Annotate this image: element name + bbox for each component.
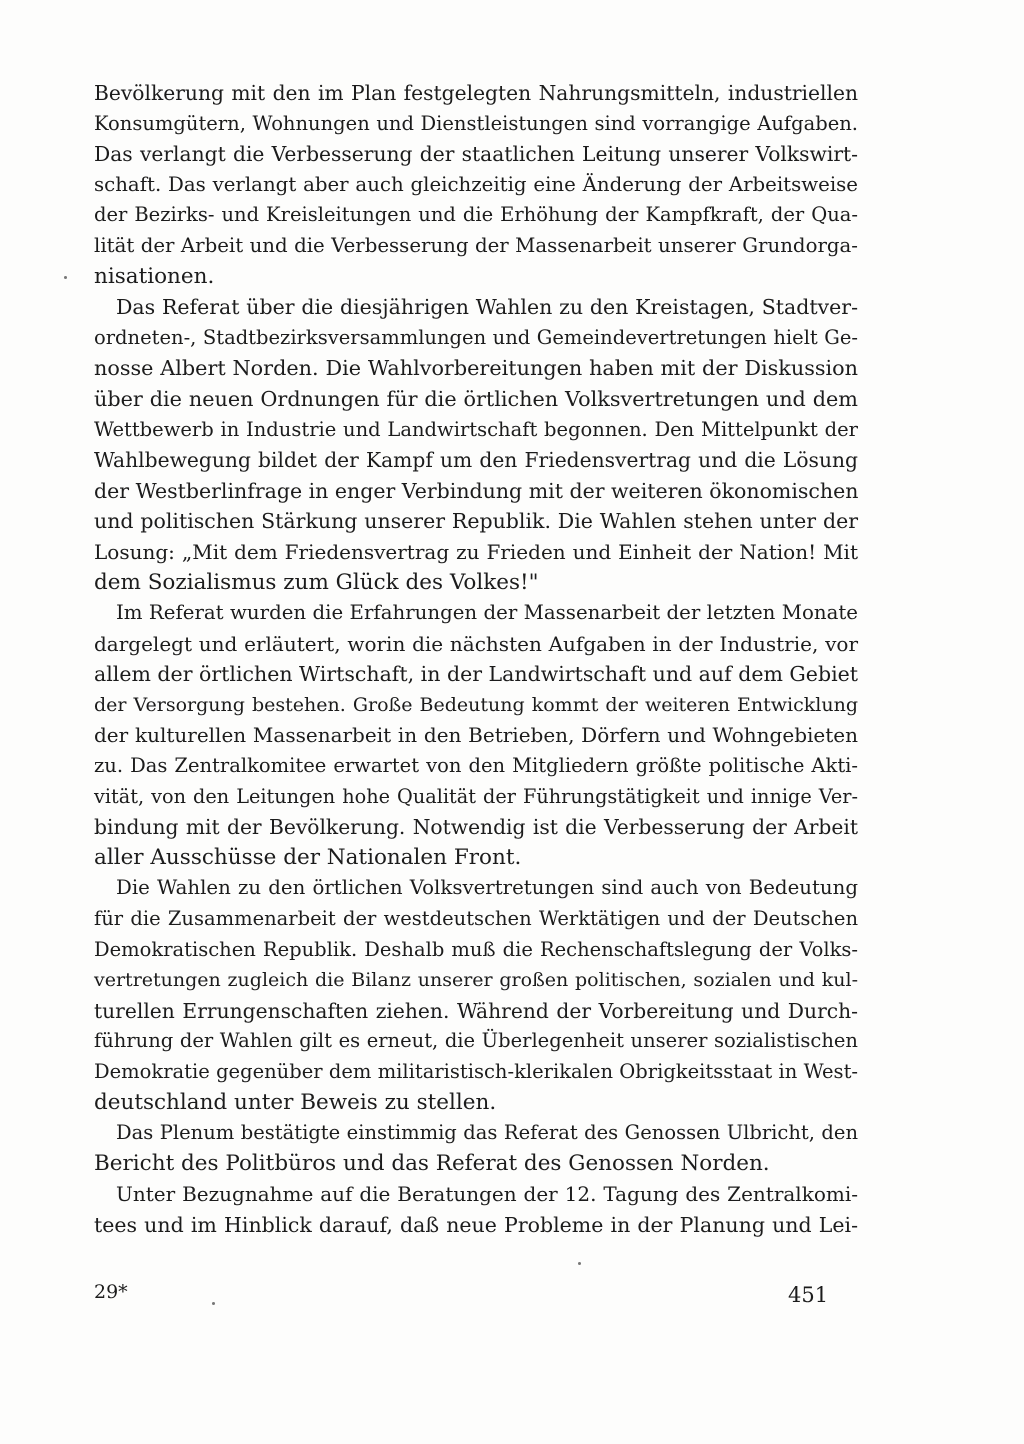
- text-line: nosse Albert Norden. Die Wahlvorbereitungen haben mit der Diskussion: [94, 356, 858, 381]
- text-line: Im Referat wurden die Erfahrungen der Massenarbeit der letzten Monate: [116, 601, 858, 625]
- text-line: schaft. Das verlangt aber auch gleichzeitig eine Änderung der Arbeitsweise: [94, 172, 858, 196]
- text-line: über die neuen Ordnungen für die örtlichen Volksvertretungen und dem: [94, 386, 858, 411]
- text-line: allem der örtlichen Wirtschaft, in der Landwirtschaft und auf dem Gebiet: [94, 662, 858, 687]
- body-text: [94, 78, 858, 1241]
- text-line: tees und im Hinblick darauf, daß neue Probleme in der Planung und Lei-: [94, 1212, 858, 1237]
- text-line: Bericht des Politbüros und das Referat des Genossen Norden.: [94, 1150, 770, 1176]
- scan-speck: [64, 276, 67, 279]
- text-line: der Bezirks- und Kreisleitungen und die Erhöhung der Kampfkraft, der Qua-: [94, 203, 858, 227]
- page-number: 451: [788, 1283, 829, 1307]
- text-line: aller Ausschüsse der Nationalen Front.: [94, 844, 522, 870]
- text-line: führung der Wahlen gilt es erneut, die Überlegenheit unserer sozialistischen: [94, 1029, 858, 1053]
- scan-speck: [578, 1262, 581, 1265]
- text-line: turellen Errungenschaften ziehen. Während der Vorbereitung und Durch-: [94, 998, 858, 1023]
- text-line: Demokratischen Republik. Deshalb muß die Rechenschaftslegung der Volks-: [94, 937, 858, 961]
- signature-mark: 29*: [94, 1281, 128, 1303]
- text-line: Bevölkerung mit den im Plan festgelegten Nahrungsmitteln, industriellen: [94, 81, 858, 105]
- text-line: Das Referat über die diesjährigen Wahlen zu den Kreistagen, Stadtver-: [116, 295, 858, 320]
- text-line: ordneten-, Stadtbezirksversammlungen und Gemeindevertretungen hielt Ge-: [94, 325, 858, 349]
- text-line: Wettbewerb in Industrie und Landwirtschaft begonnen. Den Mittelpunkt der: [94, 417, 858, 441]
- text-line: Die Wahlen zu den örtlichen Volksvertretungen sind auch von Bedeutung: [116, 876, 858, 900]
- text-line: der Westberlinfrage in enger Verbindung mit der weiteren ökonomischen: [94, 478, 859, 503]
- text-line: Das verlangt die Verbesserung der staatlichen Leitung unserer Volkswirt-: [94, 142, 858, 167]
- text-line: dargelegt und erläutert, worin die nächsten Aufgaben in der Industrie, vor: [94, 631, 858, 656]
- text-line: der Versorgung bestehen. Große Bedeutung kommt der weiteren Entwicklung: [94, 693, 858, 716]
- text-line: und politischen Stärkung unserer Republik. Die Wahlen stehen unter der: [94, 509, 858, 534]
- text-line: Unter Bezugnahme auf die Beratungen der 12. Tagung des Zentralkomi-: [116, 1182, 858, 1207]
- text-line: Demokratie gegenüber dem militaristisch-klerikalen Obrigkeitsstaat in West-: [94, 1060, 858, 1083]
- text-line: Wahlbewegung bildet der Kampf um den Friedensvertrag und die Lösung: [94, 448, 858, 473]
- text-line: Das Plenum bestätigte einstimmig das Referat des Genossen Ulbricht, den: [116, 1121, 858, 1145]
- text-line: lität der Arbeit und die Verbesserung der Massenarbeit unserer Grundorga-: [94, 233, 858, 257]
- text-line: zu. Das Zentralkomitee erwartet von den Mitgliedern größte politische Akti-: [94, 754, 858, 778]
- text-line: für die Zusammenarbeit der westdeutschen Werktätigen und der Deutschen: [94, 907, 858, 931]
- text-line: vität, von den Leitungen hohe Qualität der Führungstätigkeit und innige Ver-: [94, 784, 858, 808]
- text-line: Losung: „Mit dem Friedensvertrag zu Frieden und Einheit der Nation! Mit: [94, 539, 858, 564]
- text-line: Konsumgütern, Wohnungen und Dienstleistungen sind vorrangige Aufgaben.: [94, 111, 858, 135]
- text-line: dem Sozialismus zum Glück des Volkes!": [94, 569, 539, 595]
- text-line: vertretungen zugleich die Bilanz unserer großen politischen, sozialen und kul-: [94, 969, 858, 992]
- text-line: bindung mit der Bevölkerung. Notwendig ist die Verbesserung der Arbeit: [94, 815, 858, 840]
- text-line: deutschland unter Beweis zu stellen.: [94, 1089, 497, 1115]
- text-line: nisationen.: [94, 263, 215, 289]
- text-line: der kulturellen Massenarbeit in den Betrieben, Dörfern und Wohngebieten: [94, 723, 858, 748]
- scan-speck: [212, 1302, 215, 1305]
